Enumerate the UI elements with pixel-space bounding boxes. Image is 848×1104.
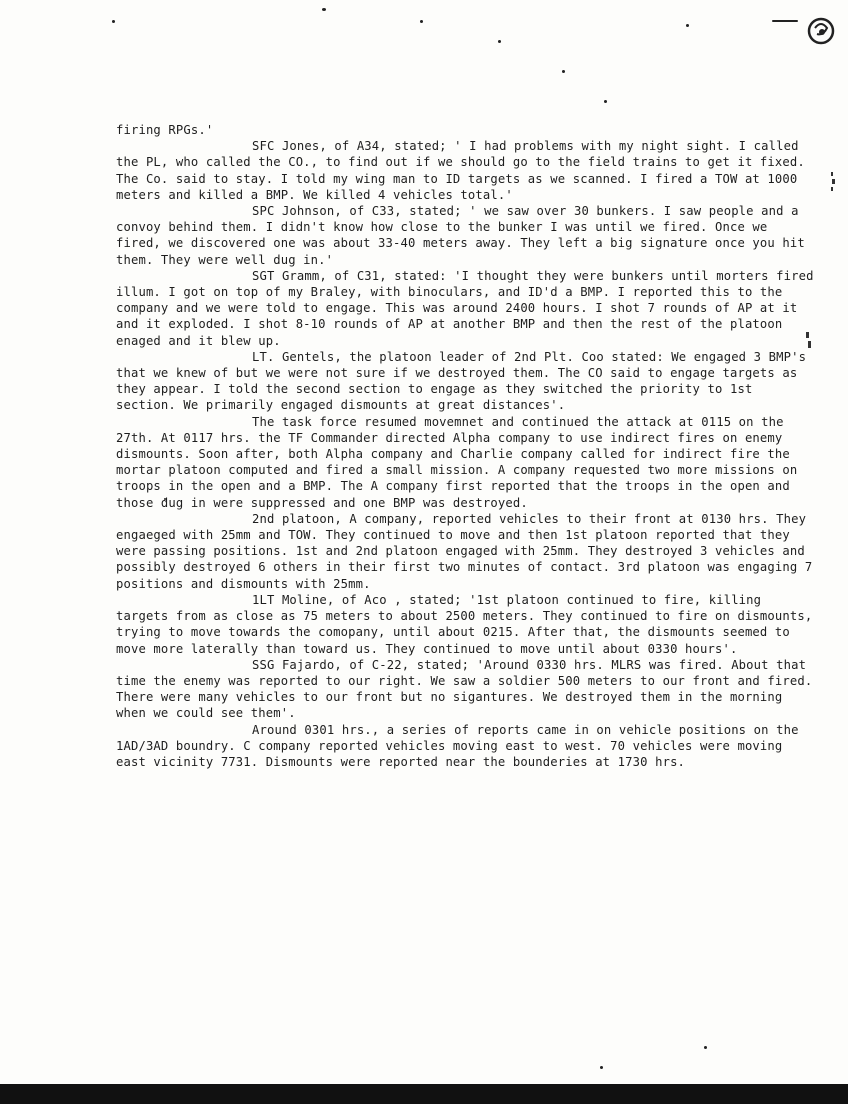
scan-speck [562, 70, 565, 73]
paragraph-1: firing RPGs.' [116, 123, 214, 137]
document-body [116, 122, 822, 770]
paragraph-2: SFC Jones, of A34, stated; ' I had problems with my night sight. I called the PL, who called the CO., to find out if we should go to the field trains to get it fixed. The Co. said to stay. I told my wing man to ID targets as we scanned. I fired a TOW at 1000 meters and killed a BMP. We killed 4 vehicles total.' [116, 139, 813, 202]
scan-speck [498, 40, 501, 43]
paragraph-4: SGT Gramm, of C31, stated: 'I thought they were bunkers until morters fired illum. I got on top of my Braley, with binoculars, and ID'd a BMP. I reported this to the company and we were told to engage. This was around 2400 hours. I shot 7 rounds of AP at it and it exploded. I shot 8-10 rounds of AP at another BMP and then the rest of the platoon enaged and it blew up. [116, 268, 822, 348]
scan-border-bottom [0, 1084, 848, 1104]
scan-speck [704, 1046, 707, 1049]
scan-speck [112, 20, 115, 23]
paragraph-3: SPC Johnson, of C33, stated; ' we saw over 30 bunkers. I saw people and a convoy behind them. I didn't know how close to the bunker I was until we fired. Once we fired, we discovered one was about 33-40 meters away. They left a big signature once you hit them. They were well dug in.' [116, 204, 813, 267]
scan-speck [420, 20, 423, 23]
paragraph-10: Around 0301 hrs., a series of reports came in on vehicle positions on the 1AD/3AD boundry. C company reported vehicles moving east to west. 70 vehicles were moving east vicinity 7731. Dismounts were reported near the bounderies at 1730 hrs. [116, 722, 807, 769]
paragraph-7: 2nd platoon, A company, reported vehicles to their front at 0130 hrs. They engaeged with 25mm and TOW. They continued to move and then 1st platoon reported that they were passing positions. 1st and 2nd platoon engaged with 25mm. They destroyed 3 vehicles and possibly destroyed 6 others in their first two minutes of contact. 3rd platoon was engaging 7 positions and dismounts with 25mm. [116, 511, 820, 591]
scan-speck [686, 24, 689, 27]
scan-speck [772, 20, 798, 22]
scan-speck [604, 100, 607, 103]
paragraph-6: The task force resumed movemnet and continued the attack at 0115 on the 27th. At 0117 hrs. the TF Commander directed Alpha company to use indirect fires on enemy dismounts. Soon after, both Alpha company and Charlie company called for indirect fire the mortar platoon computed and fired a small mission. A company requested two more missions on troops in the open and a BMP. The A company first reported that the troops in the open and those dug in were suppressed and one BMP was destroyed. [116, 414, 805, 510]
paragraph-9: SSG Fajardo, of C-22, stated; 'Around 0330 hrs. MLRS was fired. About that time the enemy was reported to our right. We saw a soldier 500 meters to our front and fired. There were many vehicles to our front but no sigantures. We destroyed them in the morning when we could see them'. [116, 657, 820, 721]
scan-speck [600, 1066, 603, 1069]
paragraph-5: LT. Gentels, the platoon leader of 2nd Plt. Coo stated: We engaged 3 BMP's that we knew of but we were not sure if we destroyed them. The CO said to engage targets as they appear. I told the second section to engage as they switched the priority to 1st section. We primarily engaged dismounts at great distances'. [116, 349, 814, 413]
scan-speck [322, 8, 326, 11]
paragraph-8: 1LT Moline, of Aco , stated; '1st platoon continued to fire, killing targets from as close as 75 meters to about 2500 meters. They continued to fire on dismounts, trying to move towards the comopany, until about 0215. After that, the dismounts seemed to move more laterally than toward us. They continued to move until about 0330 hours'. [116, 592, 820, 656]
margin-mark-icon [830, 172, 836, 194]
stamp-mark-icon [804, 14, 838, 48]
